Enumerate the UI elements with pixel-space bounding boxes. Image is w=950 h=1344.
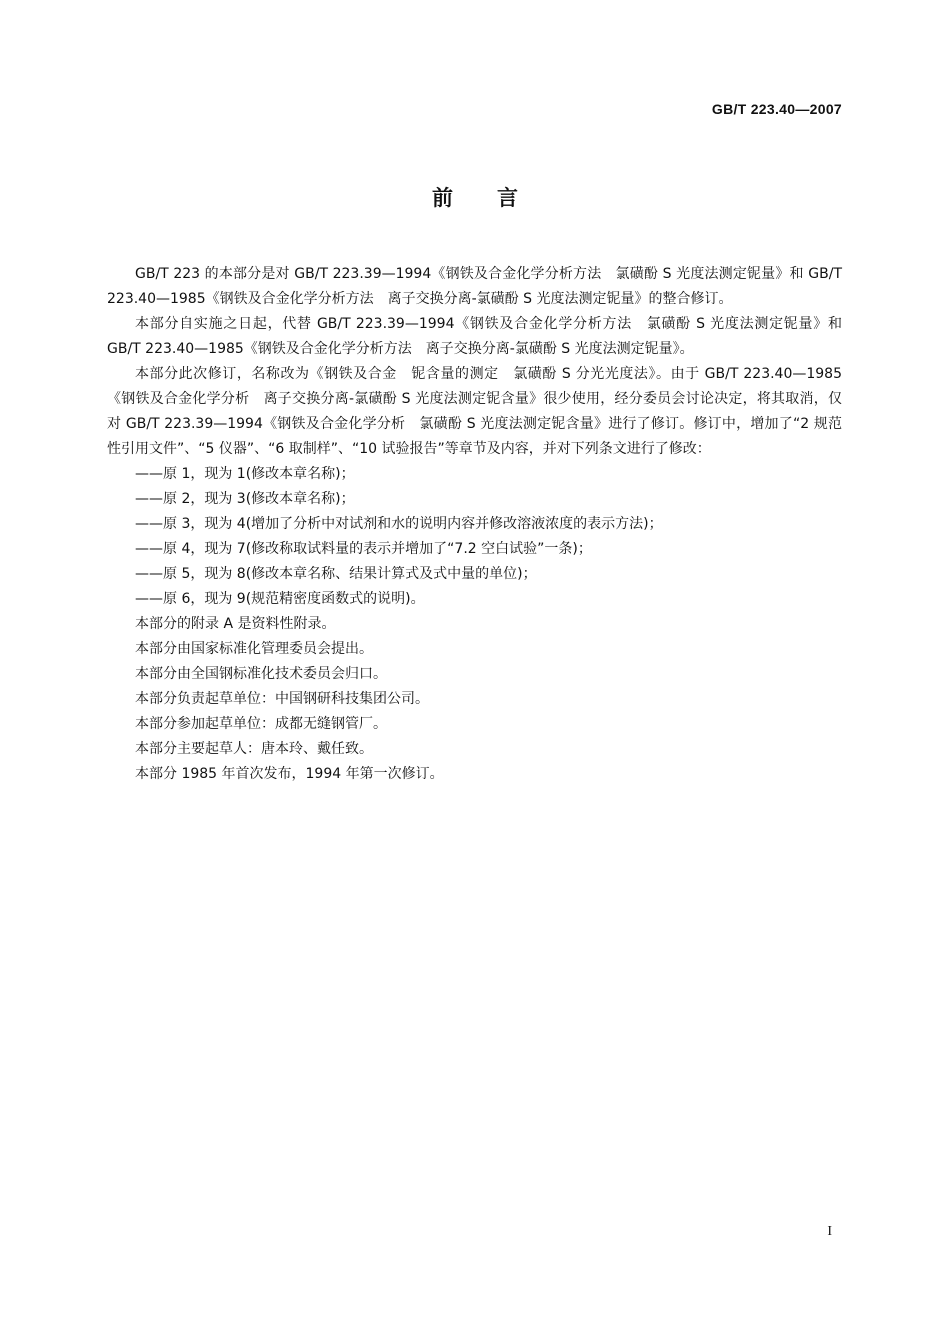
- statement-appendix: 本部分的附录 A 是资料性附录。: [135, 616, 336, 632]
- change-item: ——原 2，现为 3(修改本章名称)；: [135, 491, 355, 507]
- paragraph-1: GB/T 223 的本部分是对 GB/T 223.39—1994《钢铁及合金化学分析方法 氯磺酚 S 光度法测定铌量》和 GB/T 223.40—1985《钢铁及合金化学分析方法 离子交换分离-氯磺酚 S 光度法测定铌量》的整合修订。: [107, 266, 842, 307]
- change-item: ——原 4，现为 7(修改称取试料量的表示并增加了“7.2 空白试验”一条)；: [135, 541, 592, 557]
- page-number: I: [827, 1224, 832, 1239]
- page-title: 前言: [432, 186, 562, 210]
- change-item: ——原 3，现为 4(增加了分析中对试剂和水的说明内容并修改溶液浓度的表示方法)；: [135, 516, 663, 532]
- statement-proposer: 本部分由国家标准化管理委员会提出。: [135, 641, 373, 657]
- statement-drafting-unit: 本部分负责起草单位：中国钢研科技集团公司。: [135, 691, 429, 707]
- statement-committee: 本部分由全国钢标准化技术委员会归口。: [135, 666, 387, 682]
- foreword-body: [107, 262, 842, 787]
- statement-participating-unit: 本部分参加起草单位：成都无缝钢管厂。: [135, 716, 387, 732]
- change-item: ——原 6，现为 9(规范精密度函数式的说明)。: [135, 591, 425, 607]
- change-item: ——原 1，现为 1(修改本章名称)；: [135, 466, 355, 482]
- change-item: ——原 5，现为 8(修改本章名称、结果计算式及式中量的单位)；: [135, 566, 537, 582]
- paragraph-3: 本部分此次修订，名称改为《钢铁及合金 铌含量的测定 氯磺酚 S 分光光度法》。由于 GB/T 223.40—1985《钢铁及合金化学分析 离子交换分离-氯磺酚 S 光度法测定铌含量》很少使用，经分委员会讨论决定，将其取消，仅对 GB/T 223.39—1994《钢铁及合金化学分析 氯磺酚 S 光度法测定铌含量》进行了修订。修订中，增加了“2 规范性引用文件”、“5 仪器”、“6 取制样”、“10 试验报告”等章节及内容，并对下列条文进行了修改：: [107, 366, 842, 457]
- standard-number: GB/T 223.40—2007: [711, 101, 842, 117]
- statement-history: 本部分 1985 年首次发布，1994 年第一次修订。: [135, 766, 444, 782]
- statement-drafters: 本部分主要起草人：唐本玲、戴任致。: [135, 741, 373, 757]
- paragraph-2: 本部分自实施之日起，代替 GB/T 223.39—1994《钢铁及合金化学分析方法 氯磺酚 S 光度法测定铌量》和 GB/T 223.40—1985《钢铁及合金化学分析方法 离子交换分离-氯磺酚 S 光度法测定铌量》。: [107, 316, 842, 357]
